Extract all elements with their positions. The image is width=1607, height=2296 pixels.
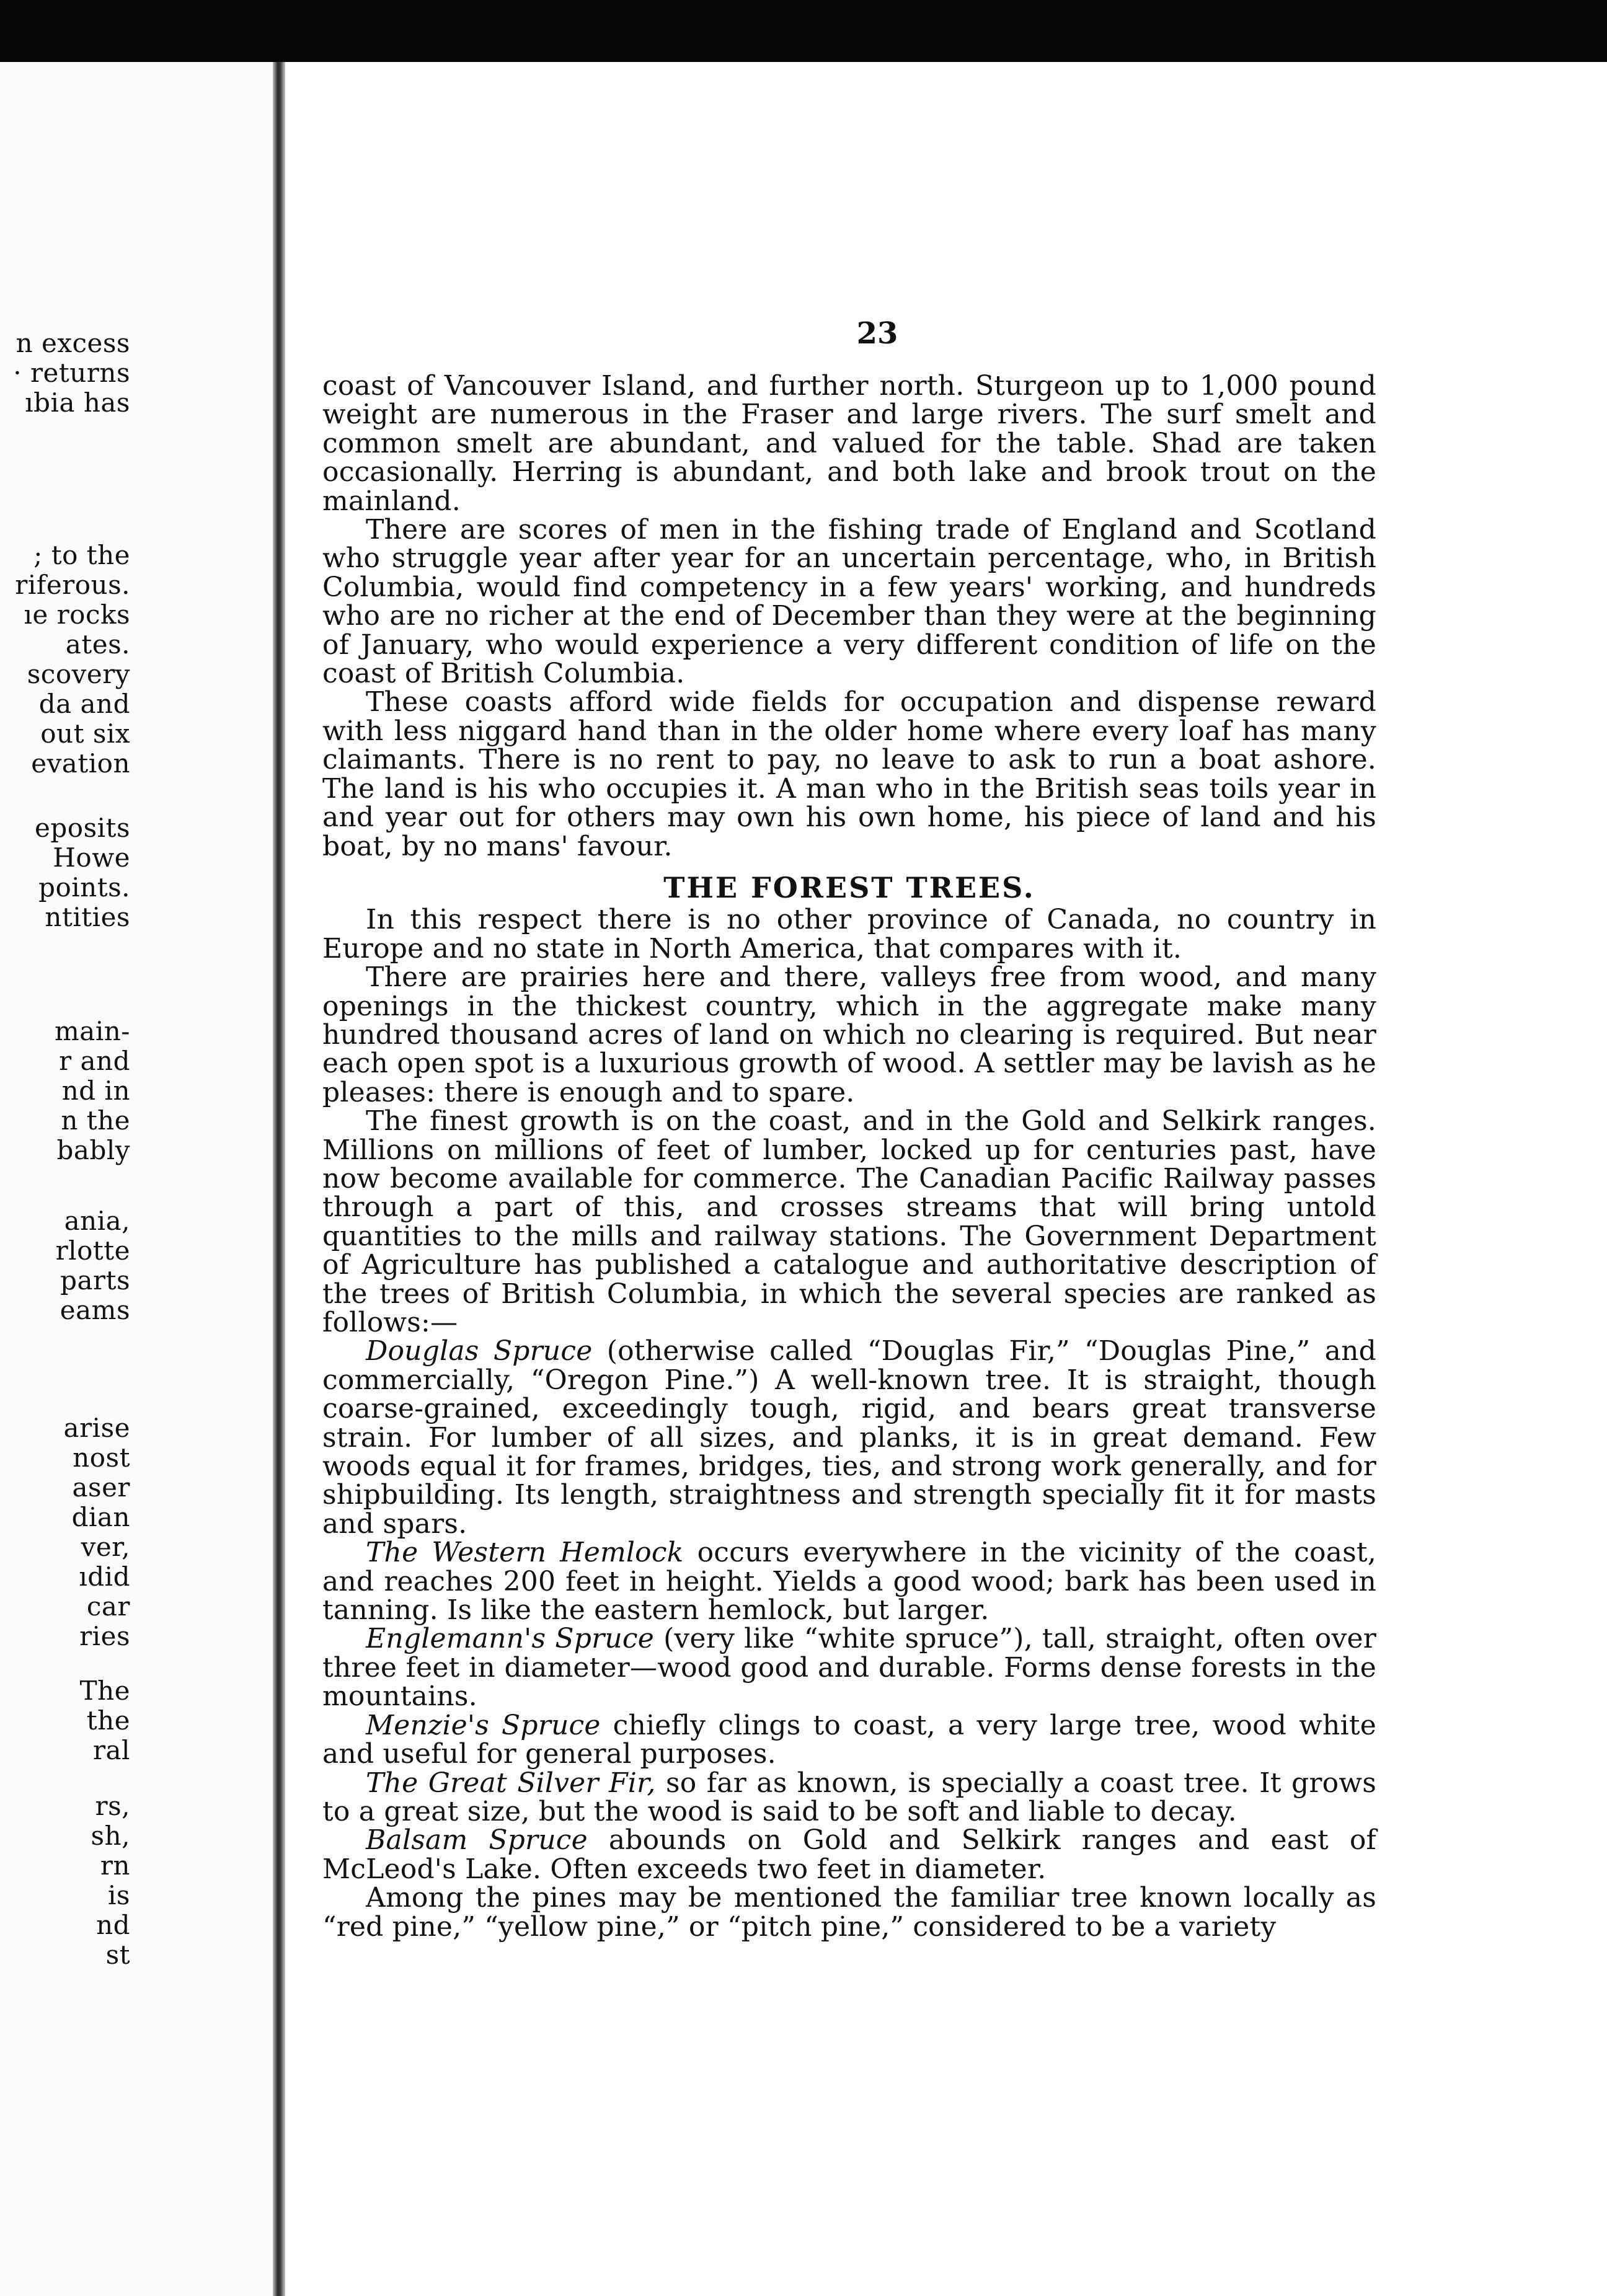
left-page-fragment: ral (92, 1735, 130, 1765)
species-name: Balsam Spruce (366, 1824, 588, 1857)
left-page-fragment: parts (60, 1265, 130, 1296)
paragraph-western-hemlock (322, 1539, 1376, 1625)
left-page-fragment: rlotte (55, 1235, 130, 1266)
left-page-fragment: The (79, 1676, 130, 1706)
species-text: so far as known, is specially a coast tree. It grows to a great size, but the wood is said to be soft and liable to decay. (322, 1767, 1376, 1827)
left-page-fragment: arise (63, 1413, 130, 1443)
species-text: (very like “white spruce”), tall, straight, often over three feet in diameter—wood good and durable. Forms dense forests in the mountains. (322, 1623, 1376, 1713)
species-text: occurs everywhere in the vicinity of the coast, and reaches 200 feet in height. Yields a good wood; bark has been used in tanning. Is like the eastern hemlock, but larger. (322, 1537, 1376, 1627)
paragraph-menzies-spruce (322, 1711, 1376, 1769)
left-page-fragment: da and (38, 689, 130, 719)
left-page-fragment: · returns (13, 358, 130, 388)
species-name: Menzie's Spruce (366, 1709, 601, 1741)
paragraph-englemann-spruce (322, 1625, 1376, 1711)
left-page-fragment: main- (54, 1016, 130, 1046)
left-page-fragment: the (86, 1705, 130, 1736)
left-page-fragment: points. (38, 872, 130, 903)
species-name: Englemann's Spruce (366, 1623, 654, 1655)
paragraph-balsam-spruce (322, 1826, 1376, 1884)
left-page-fragment: nd (96, 1910, 130, 1940)
left-page-fragment: ates. (65, 629, 130, 660)
paragraph-fishermen: There are scores of men in the fishing trade of England and Scotland who struggle year after year for an uncertain percentage, who, in British Columbia, would find competency in a few years' working, and hundreds who are no richer at the end of December than they were at the beginning of January, who would experience a very different condition of life on the coast of British Columbia. (322, 514, 1376, 690)
left-page-fragment: scovery (27, 659, 130, 689)
book-gutter (273, 62, 285, 2296)
species-text: (otherwise called “Douglas Fir,” “Douglas Pine,” and commercially, “Oregon Pine.”) A well-known tree. It is straight, though coarse-grained, exceedingly tough, rigid, and bears great transverse strain. For lumber of all sizes, and planks, it is in great demand. Few woods equal it for frames, bridges, ties, and strong work generally, and for shipbuilding. Its length, straightness and strength specially fit it for masts and spars. (322, 1335, 1376, 1540)
paragraph-prairies: There are prairies here and there, valleys free from wood, and many openings in the thickest country, which in the aggregate make many hundred thousand acres of land on which no clearing is required. But near each open spot is a luxurious growth of wood. A settler may be lavish as he pleases: there is enough and to spare. (322, 961, 1376, 1108)
left-page-fragment: car (86, 1591, 130, 1622)
species-name: The Great Silver Fir, (366, 1767, 656, 1799)
left-page-fragment: ıbia has (25, 387, 130, 418)
section-heading: THE FOREST TREES. (663, 870, 1035, 904)
left-page-fragment: nd in (61, 1075, 130, 1106)
left-page-fragment: ; to the (33, 540, 130, 570)
left-page-fragment: ıe rocks (24, 599, 130, 630)
paragraph-great-silver-fir (322, 1769, 1376, 1827)
left-page-fragment: rs, (95, 1791, 130, 1821)
page-body (322, 372, 1376, 1941)
left-page-fragment: ania, (64, 1206, 130, 1236)
left-page-fragment: aser (72, 1472, 130, 1503)
left-page-fragment: dian (71, 1502, 130, 1532)
left-page-fragment: riferous. (15, 570, 130, 600)
page-number: 23 (856, 316, 898, 351)
paragraph-coasts: These coasts afford wide fields for occupation and dispense reward with less niggard hand than in the older home where every loaf has many claimants. There is no rent to pay, no leave to ask to run a boat ashore. The land is his who occupies it. A man who in the British seas toils year in and year out for others may own his own home, his piece of land and his boat, by no mans' favour. (322, 686, 1376, 862)
left-page-fragment: r and (59, 1046, 130, 1076)
left-page-fragment: eposits (35, 813, 130, 843)
paragraph-douglas-spruce (322, 1337, 1376, 1539)
paragraph-finest-growth: The finest growth is on the coast, and in the Gold and Selkirk ranges. Millions on millions of feet of lumber, locked up for centuries past, have now become available for commerce. The Canadian Pacific Railway passes through a part of this, and crosses streams that will bring untold quantities to the mills and railway stations. The Government Department of Agriculture has published a catalogue and authoritative description of the trees of British Columbia, in which the several species are ranked as follows:— (322, 1105, 1376, 1338)
species-text: chiefly clings to coast, a very large tree, wood white and useful for general purposes. (322, 1709, 1376, 1770)
left-page-fragment: Howe (53, 842, 130, 873)
left-page-fragment: bably (56, 1135, 130, 1165)
left-page-fragment: ıdid (79, 1561, 130, 1592)
left-page-fragment: sh, (91, 1821, 130, 1851)
left-page-edge (0, 62, 279, 2296)
left-page-fragment: n the (61, 1105, 130, 1136)
species-name: The Western Hemlock (366, 1537, 684, 1569)
left-page-fragment: is (108, 1880, 130, 1910)
left-page-fragment: evation (31, 748, 130, 779)
left-page-fragment: out six (40, 718, 130, 749)
paragraph-province: In this respect there is no other province of Canada, no country in Europe and no state in North America, that compares with it. (322, 904, 1376, 965)
left-page-fragment: ntities (45, 902, 130, 932)
paragraph-fish: coast of Vancouver Island, and further north. Sturgeon up to 1,000 pound weight are numerous in the Fraser and large rivers. The surf smelt and common smelt are abundant, and valued for the table. Shad are taken occasionally. Herring is abundant, and both lake and brook trout on the mainland. (322, 370, 1376, 517)
left-page-fragment: eams (60, 1295, 130, 1325)
left-page-fragment: nost (73, 1442, 130, 1473)
left-page-fragment: ries (79, 1621, 130, 1651)
paragraph-pines: Among the pines may be mentioned the familiar tree known locally as “red pine,” “yellow pine,” or “pitch pine,” considered to be a variety (322, 1882, 1376, 1943)
species-name: Douglas Spruce (366, 1335, 593, 1367)
left-page-fragment: st (105, 1940, 130, 1970)
left-page-fragment: n excess (15, 328, 130, 358)
left-page-fragment: rn (100, 1850, 130, 1881)
species-text: abounds on Gold and Selkirk ranges and east of McLeod's Lake. Often exceeds two feet in diameter. (322, 1824, 1376, 1885)
left-page-fragment: ver, (81, 1532, 130, 1562)
